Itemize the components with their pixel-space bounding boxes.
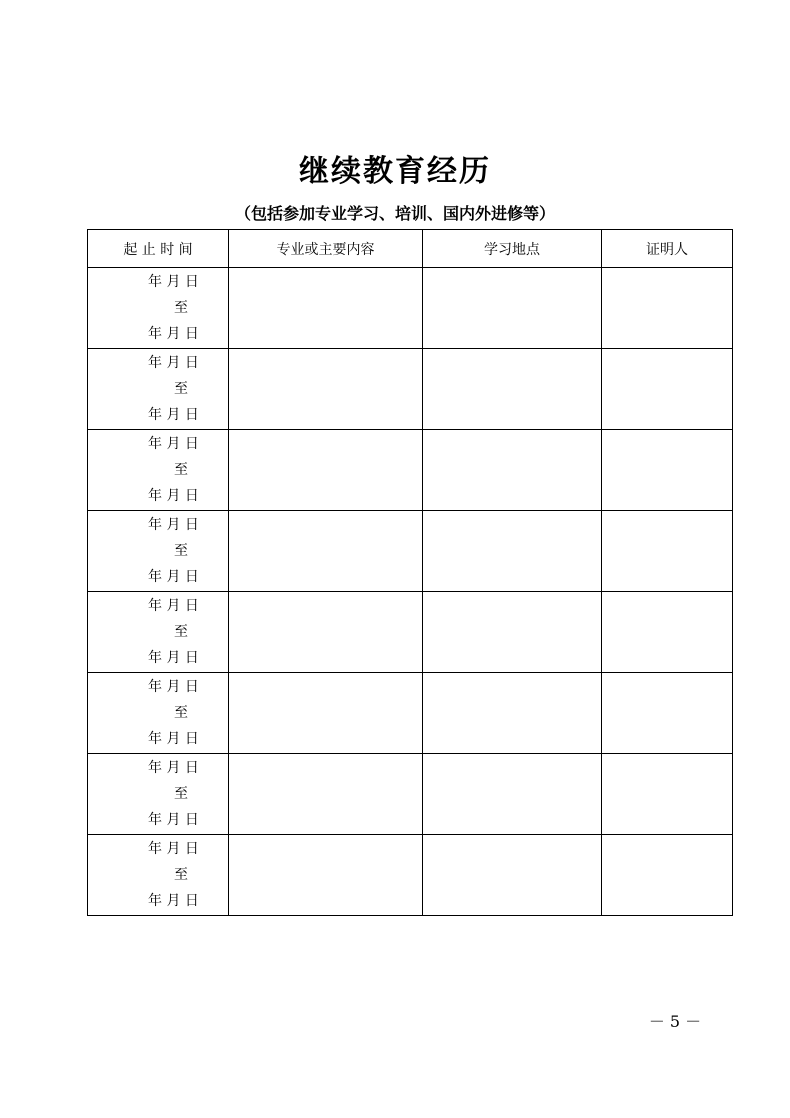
page-title: 继续教育经历 bbox=[299, 154, 491, 189]
content-cell[interactable] bbox=[229, 754, 423, 835]
page-subtitle: （包括参加专业学习、培训、国内外进修等） bbox=[234, 204, 555, 223]
witness-cell[interactable] bbox=[602, 349, 733, 430]
witness-cell[interactable] bbox=[602, 430, 733, 511]
witness-cell[interactable] bbox=[602, 673, 733, 754]
start-date-line: 年 月 日 bbox=[148, 274, 199, 290]
to-label: 至 bbox=[174, 624, 188, 640]
start-date-line: 年 月 日 bbox=[148, 517, 199, 533]
content-cell[interactable] bbox=[229, 349, 423, 430]
table-row bbox=[88, 673, 733, 754]
table-row bbox=[88, 754, 733, 835]
witness-cell[interactable] bbox=[602, 754, 733, 835]
location-cell[interactable] bbox=[423, 754, 602, 835]
table-row bbox=[88, 511, 733, 592]
end-date-line: 年 月 日 bbox=[148, 488, 199, 504]
period-cell[interactable] bbox=[88, 349, 229, 430]
table-header-row bbox=[88, 230, 733, 268]
location-cell[interactable] bbox=[423, 835, 602, 916]
content-cell[interactable] bbox=[229, 430, 423, 511]
start-date-line: 年 月 日 bbox=[148, 679, 199, 695]
start-date-line: 年 月 日 bbox=[148, 355, 199, 371]
content-cell[interactable] bbox=[229, 511, 423, 592]
end-date-line: 年 月 日 bbox=[148, 650, 199, 666]
to-label: 至 bbox=[174, 786, 188, 802]
witness-cell[interactable] bbox=[602, 592, 733, 673]
end-date-line: 年 月 日 bbox=[148, 407, 199, 423]
end-date-line: 年 月 日 bbox=[148, 812, 199, 828]
witness-cell[interactable] bbox=[602, 268, 733, 349]
witness-cell[interactable] bbox=[602, 835, 733, 916]
location-cell[interactable] bbox=[423, 268, 602, 349]
table-row bbox=[88, 592, 733, 673]
end-date-line: 年 月 日 bbox=[148, 731, 199, 747]
location-cell[interactable] bbox=[423, 511, 602, 592]
to-label: 至 bbox=[174, 705, 188, 721]
table-row bbox=[88, 430, 733, 511]
content-cell[interactable] bbox=[229, 835, 423, 916]
start-date-line: 年 月 日 bbox=[148, 598, 199, 614]
to-label: 至 bbox=[174, 543, 188, 559]
page-number: － 5 － bbox=[648, 1012, 702, 1031]
to-label: 至 bbox=[174, 462, 188, 478]
start-date-line: 年 月 日 bbox=[148, 841, 199, 857]
content-cell[interactable] bbox=[229, 592, 423, 673]
location-cell[interactable] bbox=[423, 430, 602, 511]
location-cell[interactable] bbox=[423, 349, 602, 430]
location-cell[interactable] bbox=[423, 592, 602, 673]
location-cell[interactable] bbox=[423, 673, 602, 754]
period-cell[interactable] bbox=[88, 673, 229, 754]
to-label: 至 bbox=[174, 381, 188, 397]
header-witness: 证明人 bbox=[602, 230, 733, 268]
content-cell[interactable] bbox=[229, 673, 423, 754]
to-label: 至 bbox=[174, 300, 188, 316]
start-date-line: 年 月 日 bbox=[148, 436, 199, 452]
end-date-line: 年 月 日 bbox=[148, 326, 199, 342]
header-period: 起 止 时 间 bbox=[88, 230, 229, 268]
period-cell[interactable] bbox=[88, 592, 229, 673]
table-row bbox=[88, 835, 733, 916]
education-history-table bbox=[87, 229, 733, 916]
period-cell[interactable] bbox=[88, 511, 229, 592]
start-date-line: 年 月 日 bbox=[148, 760, 199, 776]
end-date-line: 年 月 日 bbox=[148, 893, 199, 909]
period-cell[interactable] bbox=[88, 268, 229, 349]
period-cell[interactable] bbox=[88, 754, 229, 835]
witness-cell[interactable] bbox=[602, 511, 733, 592]
period-cell[interactable] bbox=[88, 430, 229, 511]
to-label: 至 bbox=[174, 867, 188, 883]
table-row bbox=[88, 268, 733, 349]
header-location: 学习地点 bbox=[423, 230, 602, 268]
table-row bbox=[88, 349, 733, 430]
end-date-line: 年 月 日 bbox=[148, 569, 199, 585]
header-content: 专业或主要内容 bbox=[229, 230, 423, 268]
content-cell[interactable] bbox=[229, 268, 423, 349]
period-cell[interactable] bbox=[88, 835, 229, 916]
